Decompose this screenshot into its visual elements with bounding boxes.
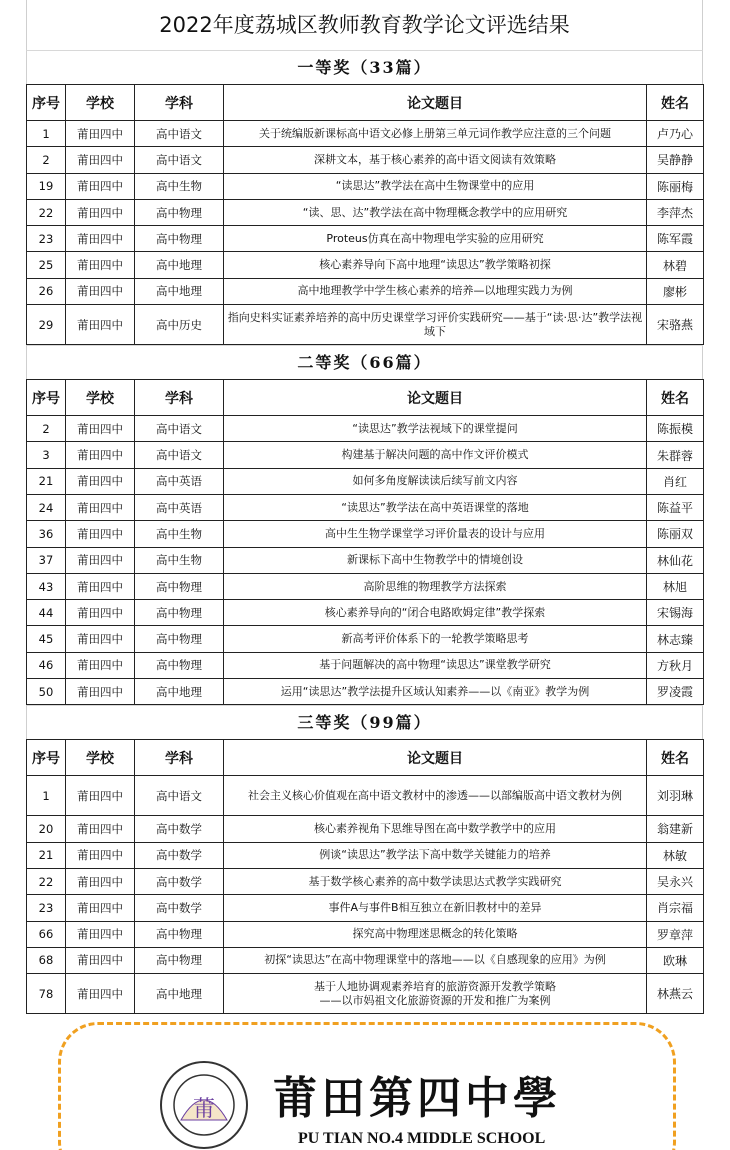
- table-row: [27, 199, 704, 225]
- cell-name: 陈丽双: [647, 521, 704, 547]
- table-row: [27, 305, 704, 345]
- cell-title: 指向史料实证素养培养的高中历史课堂学习评价实践研究——基于“读·思·达”教学法视域下: [224, 305, 647, 345]
- cell-school: 莆田四中: [66, 121, 135, 147]
- cell-no: 19: [27, 173, 66, 199]
- school-name-cn: 莆田第四中學: [273, 1073, 561, 1124]
- cell-no: 2: [27, 416, 66, 442]
- cell-name: 翁建新: [647, 816, 704, 842]
- cell-name: 罗章萍: [647, 921, 704, 947]
- cell-name: 陈丽梅: [647, 173, 704, 199]
- cell-no: 43: [27, 573, 66, 599]
- cell-subject: 高中语文: [135, 121, 224, 147]
- cell-no: 37: [27, 547, 66, 573]
- table-row: [27, 173, 704, 199]
- header-school: 学校: [66, 380, 135, 416]
- table-row: [27, 278, 704, 304]
- cell-no: 45: [27, 626, 66, 652]
- cell-no: 2: [27, 147, 66, 173]
- table-row: [27, 626, 704, 652]
- cell-name: 陈振模: [647, 416, 704, 442]
- cell-no: 22: [27, 868, 66, 894]
- cell-name: 刘羽琳: [647, 776, 704, 816]
- cell-subject: 高中数学: [135, 842, 224, 868]
- cell-no: 1: [27, 776, 66, 816]
- cell-school: 莆田四中: [66, 305, 135, 345]
- page-title: 2022年度荔城区教师教育教学论文评选结果: [26, 0, 703, 50]
- school-name-en: PU TIAN NO.4 MIDDLE SCHOOL: [298, 1130, 546, 1147]
- cell-subject: 高中地理: [135, 278, 224, 304]
- cell-name: 吴永兴: [647, 868, 704, 894]
- cell-no: 21: [27, 468, 66, 494]
- cell-name: 罗凌霞: [647, 679, 704, 705]
- cell-school: 莆田四中: [66, 868, 135, 894]
- cell-title: 核心素养导向下高中地理“读思达”教学策略初探: [224, 252, 647, 278]
- cell-name: 方秋月: [647, 652, 704, 678]
- cell-name: 宋锡海: [647, 600, 704, 626]
- header-no: 序号: [27, 740, 66, 776]
- table-row: [27, 776, 704, 816]
- cell-school: 莆田四中: [66, 173, 135, 199]
- cell-subject: 高中数学: [135, 816, 224, 842]
- cell-title: 初探“读思达”在高中物理课堂中的落地——以《自感现象的应用》为例: [224, 947, 647, 973]
- cell-name: 林志臻: [647, 626, 704, 652]
- cell-subject: 高中地理: [135, 252, 224, 278]
- cell-subject: 高中物理: [135, 600, 224, 626]
- cell-subject: 高中地理: [135, 679, 224, 705]
- table-row: [27, 652, 704, 678]
- header-subject: 学科: [135, 380, 224, 416]
- cell-school: 莆田四中: [66, 626, 135, 652]
- cell-subject: 高中英语: [135, 468, 224, 494]
- cell-title: 深耕文本，基于核心素养的高中语文阅读有效策略: [224, 147, 647, 173]
- cell-school: 莆田四中: [66, 573, 135, 599]
- cell-title: 基于数学核心素养的高中数学读思达式教学实践研究: [224, 868, 647, 894]
- table-row: [27, 947, 704, 973]
- table-row: [27, 547, 704, 573]
- cell-title: 新高考评价体系下的一轮教学策略思考: [224, 626, 647, 652]
- header-school: 学校: [66, 85, 135, 121]
- cell-no: 20: [27, 816, 66, 842]
- cell-school: 莆田四中: [66, 776, 135, 816]
- cell-school: 莆田四中: [66, 252, 135, 278]
- school-emblem-icon: [159, 1060, 249, 1150]
- cell-subject: 高中物理: [135, 947, 224, 973]
- header-subject: 学科: [135, 740, 224, 776]
- table-row: [27, 147, 704, 173]
- table-row: [27, 494, 704, 520]
- cell-name: 吴静静: [647, 147, 704, 173]
- cell-school: 莆田四中: [66, 652, 135, 678]
- section-heading: 三等奖（99篇）: [26, 705, 703, 739]
- cell-name: 肖红: [647, 468, 704, 494]
- cell-title: 高中地理教学中学生核心素养的培养—以地理实践力为例: [224, 278, 647, 304]
- cell-subject: 高中物理: [135, 921, 224, 947]
- cell-school: 莆田四中: [66, 147, 135, 173]
- cell-subject: 高中历史: [135, 305, 224, 345]
- cell-school: 莆田四中: [66, 199, 135, 225]
- cell-subject: 高中地理: [135, 974, 224, 1014]
- cell-school: 莆田四中: [66, 226, 135, 252]
- header-name: 姓名: [647, 85, 704, 121]
- cell-subject: 高中物理: [135, 652, 224, 678]
- cell-no: 24: [27, 494, 66, 520]
- cell-school: 莆田四中: [66, 895, 135, 921]
- award-sections: [26, 50, 703, 1014]
- cell-school: 莆田四中: [66, 416, 135, 442]
- award-table: [26, 739, 704, 1014]
- cell-no: 29: [27, 305, 66, 345]
- cell-title: 构建基于解决问题的高中作文评价模式: [224, 442, 647, 468]
- cell-name: 林旭: [647, 573, 704, 599]
- cell-no: 23: [27, 895, 66, 921]
- table-header-row: [27, 85, 704, 121]
- table-row: [27, 868, 704, 894]
- table-row: [27, 252, 704, 278]
- header-name: 姓名: [647, 380, 704, 416]
- cell-no: 68: [27, 947, 66, 973]
- header-title: 论文题目: [224, 85, 647, 121]
- cell-no: 50: [27, 679, 66, 705]
- cell-title: 新课标下高中生物教学中的情境创设: [224, 547, 647, 573]
- table-row: [27, 226, 704, 252]
- cell-title: “读、思、达”教学法在高中物理概念教学中的应用研究: [224, 199, 647, 225]
- cell-school: 莆田四中: [66, 442, 135, 468]
- cell-title: 高中生生物学课堂学习评价量表的设计与应用: [224, 521, 647, 547]
- cell-subject: 高中物理: [135, 573, 224, 599]
- cell-no: 3: [27, 442, 66, 468]
- cell-no: 66: [27, 921, 66, 947]
- header-title: 论文题目: [224, 380, 647, 416]
- cell-no: 78: [27, 974, 66, 1014]
- cell-school: 莆田四中: [66, 921, 135, 947]
- cell-name: 廖彬: [647, 278, 704, 304]
- cell-title: “读思达”教学法在高中生物课堂中的应用: [224, 173, 647, 199]
- cell-title: 基于人地协调观素养培育的旅游资源开发教学策略 ——以市妈祖文化旅游资源的开发和推广为案例: [224, 974, 647, 1014]
- cell-no: 1: [27, 121, 66, 147]
- table-row: [27, 921, 704, 947]
- cell-school: 莆田四中: [66, 842, 135, 868]
- cell-no: 22: [27, 199, 66, 225]
- table-row: [27, 974, 704, 1014]
- cell-school: 莆田四中: [66, 974, 135, 1014]
- cell-school: 莆田四中: [66, 679, 135, 705]
- table-header-row: [27, 740, 704, 776]
- cell-subject: 高中生物: [135, 547, 224, 573]
- cell-name: 林敏: [647, 842, 704, 868]
- cell-school: 莆田四中: [66, 278, 135, 304]
- cell-name: 肖宗福: [647, 895, 704, 921]
- cell-school: 莆田四中: [66, 600, 135, 626]
- cell-title: “读思达”教学法视域下的课堂提问: [224, 416, 647, 442]
- table-row: [27, 895, 704, 921]
- cell-name: 林燕云: [647, 974, 704, 1014]
- header-subject: 学科: [135, 85, 224, 121]
- cell-title: 例谈“读思达”教学法下高中数学关键能力的培养: [224, 842, 647, 868]
- cell-subject: 高中物理: [135, 626, 224, 652]
- section-heading: 一等奖（33篇）: [26, 50, 703, 84]
- table-row: [27, 842, 704, 868]
- table-row: [27, 600, 704, 626]
- cell-school: 莆田四中: [66, 494, 135, 520]
- cell-name: 朱群蓉: [647, 442, 704, 468]
- cell-no: 25: [27, 252, 66, 278]
- cell-name: 卢乃心: [647, 121, 704, 147]
- cell-title: 运用“读思达”教学法提升区域认知素养——以《南亚》教学为例: [224, 679, 647, 705]
- header-school: 学校: [66, 740, 135, 776]
- cell-title: 探究高中物理迷思概念的转化策略: [224, 921, 647, 947]
- table-row: [27, 521, 704, 547]
- table-row: [27, 679, 704, 705]
- cell-subject: 高中语文: [135, 442, 224, 468]
- cell-no: 36: [27, 521, 66, 547]
- award-table: [26, 379, 704, 705]
- cell-title: 事件A与事件B相互独立在新旧教材中的差异: [224, 895, 647, 921]
- cell-name: 陈军霞: [647, 226, 704, 252]
- emblem-char: 莆: [192, 1097, 216, 1122]
- header-name: 姓名: [647, 740, 704, 776]
- table-header-row: [27, 380, 704, 416]
- cell-no: 26: [27, 278, 66, 304]
- cell-school: 莆田四中: [66, 816, 135, 842]
- cell-name: 欧琳: [647, 947, 704, 973]
- section-heading: 二等奖（66篇）: [26, 345, 703, 379]
- cell-title: 关于统编版新课标高中语文必修上册第三单元词作教学应注意的三个问题: [224, 121, 647, 147]
- cell-title: 高阶思维的物理教学方法探索: [224, 573, 647, 599]
- cell-title: 社会主义核心价值观在高中语文教材中的渗透——以部编版高中语文教材为例: [224, 776, 647, 816]
- table-row: [27, 416, 704, 442]
- header-title: 论文题目: [224, 740, 647, 776]
- cell-no: 46: [27, 652, 66, 678]
- cell-subject: 高中英语: [135, 494, 224, 520]
- cell-name: 宋骆燕: [647, 305, 704, 345]
- cell-name: 陈益平: [647, 494, 704, 520]
- cell-subject: 高中语文: [135, 416, 224, 442]
- cell-school: 莆田四中: [66, 547, 135, 573]
- cell-school: 莆田四中: [66, 947, 135, 973]
- cell-subject: 高中物理: [135, 199, 224, 225]
- cell-title: 基于问题解决的高中物理“读思达”课堂教学研究: [224, 652, 647, 678]
- table-row: [27, 573, 704, 599]
- cell-school: 莆田四中: [66, 521, 135, 547]
- header-no: 序号: [27, 85, 66, 121]
- cell-name: 林仙花: [647, 547, 704, 573]
- cell-no: 21: [27, 842, 66, 868]
- table-row: [27, 468, 704, 494]
- cell-name: 李萍杰: [647, 199, 704, 225]
- cell-subject: 高中语文: [135, 147, 224, 173]
- cell-title: 核心素养视角下思维导图在高中数学教学中的应用: [224, 816, 647, 842]
- table-row: [27, 121, 704, 147]
- cell-subject: 高中生物: [135, 173, 224, 199]
- cell-subject: 高中物理: [135, 226, 224, 252]
- cell-subject: 高中数学: [135, 868, 224, 894]
- cell-no: 44: [27, 600, 66, 626]
- cell-title: 如何多角度解读读后续写前文内容: [224, 468, 647, 494]
- table-row: [27, 442, 704, 468]
- table-row: [27, 816, 704, 842]
- cell-name: 林碧: [647, 252, 704, 278]
- cell-title: 核心素养导向的“闭合电路欧姆定律”教学探索: [224, 600, 647, 626]
- cell-school: 莆田四中: [66, 468, 135, 494]
- header-no: 序号: [27, 380, 66, 416]
- cell-no: 23: [27, 226, 66, 252]
- cell-title: Proteus仿真在高中物理电学实验的应用研究: [224, 226, 647, 252]
- results-sheet: [26, 0, 703, 1014]
- cell-subject: 高中语文: [135, 776, 224, 816]
- award-table: [26, 84, 704, 345]
- cell-subject: 高中生物: [135, 521, 224, 547]
- cell-title: “读思达”教学法在高中英语课堂的落地: [224, 494, 647, 520]
- cell-subject: 高中数学: [135, 895, 224, 921]
- school-logo-banner: [58, 1022, 676, 1150]
